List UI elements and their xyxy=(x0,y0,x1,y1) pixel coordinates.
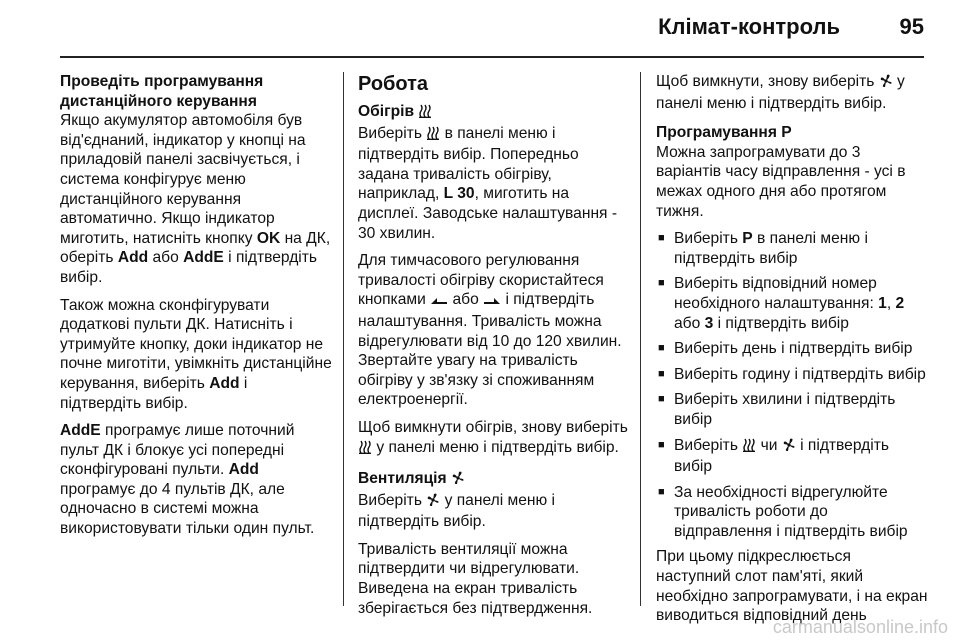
column-divider xyxy=(343,72,344,606)
paragraph: Якщо акумулятор автомобіля був від'єднаний, індикатор у кнопці на приладовій панелі засвічується, і система конфігурує меню дистанційного керування автоматично. Якщо індикатор миготить, натисніть кнопку OK на ДК, оберіть Add або AddE і підтвердіть вибір. xyxy=(60,112,331,286)
paragraph: Можна запрограмувати до 3 варіантів часу відправлення - усі в межах одного дня або протягом тижня. xyxy=(656,143,906,220)
column-3 xyxy=(656,72,928,634)
section-title: Робота xyxy=(358,73,429,95)
list-item: ■ За необхідності відрегулюйте тривалість роботи до відправлення і підтвердіть вибір xyxy=(656,483,928,542)
header-divider xyxy=(60,56,924,58)
list-item: ■ Виберіть день і підтвердіть вибір xyxy=(656,339,928,359)
steps-list xyxy=(656,229,928,541)
column-divider xyxy=(640,72,641,606)
heating-icon xyxy=(418,104,432,124)
paragraph: Тривалість вентиляції можна підтвердити чи відрегулювати. Виведена на екран тривалість зберігається без підтвердження. xyxy=(358,540,593,617)
column-1 xyxy=(60,72,332,547)
ventilation-heading: Вентиляція xyxy=(358,469,630,491)
fan-icon xyxy=(782,438,796,458)
list-item: ■ Виберіть P в панелі меню і підтвердіть вибір xyxy=(656,229,928,268)
column-2 xyxy=(358,72,630,626)
page-number: 95 xyxy=(899,14,924,39)
paragraph: При цьому підкреслюється наступний слот пам'яті, який необхідно запрограмувати, і на екран виводиться відповідний день xyxy=(656,548,928,625)
section-heading: Проведіть програмування дистанційного керування xyxy=(60,73,264,110)
paragraph: Щоб вимкнути, знову виберіть у панелі меню і підтвердіть вибір. xyxy=(656,73,905,112)
heating-icon xyxy=(426,126,440,146)
watermark: carmanualsonline.info xyxy=(772,617,948,637)
paragraph: Також можна сконфігурувати додаткові пульти ДК. Натисніть і утримуйте кнопку, доки індикатор не почне миготіти, увімкніть дистанційне керування, виберіть Add і підтвердіть вибір. xyxy=(60,296,332,412)
list-item: ■ Виберіть хвилини і підтвердіть вибір xyxy=(656,390,928,429)
fan-icon xyxy=(879,74,893,94)
page-header xyxy=(0,0,960,48)
paragraph: Для тимчасового регулювання тривалості обігріву скористайтеся кнопками або і підтвердіть налаштування. Тривалість можна відрегулювати від 10 до 120 хвилин. Звертайте увагу на тривалість обігріву у зв'язку зі споживанням електроенергії. xyxy=(358,252,622,409)
arrow-right-icon xyxy=(483,292,501,312)
arrow-left-icon xyxy=(430,292,448,312)
heating-icon xyxy=(358,440,372,460)
heating-icon xyxy=(742,438,756,458)
paragraph: Виберіть у панелі меню і підтвердіть вибір. xyxy=(358,491,556,531)
list-item: ■ Виберіть чи і підтвердіть вибір xyxy=(656,436,928,477)
list-item: ■ Виберіть годину і підтвердіть вибір xyxy=(656,365,928,385)
paragraph: Виберіть в панелі меню і підтвердіть вибір. Попередньо задана тривалість обігріву, наприклад, L 30, миготить на дисплеї. Заводське налаштування - 30 хвилин. xyxy=(358,124,618,242)
page-title: Клімат-контроль xyxy=(658,14,840,39)
paragraph: Щоб вимкнути обігрів, знову виберіть у панелі меню і підтвердіть вибір. xyxy=(358,418,630,459)
heating-heading: Обігрів xyxy=(358,102,630,124)
programming-heading: Програмування P xyxy=(656,124,792,142)
paragraph: AddE програмує лише поточний пульт ДК і блокує усі попередні сконфігуровані пульти. Add програмує до 4 пультів ДК, але одночасно в системі можна використовувати тільки один пульт. xyxy=(60,422,315,538)
fan-icon xyxy=(451,471,465,491)
list-item: ■ Виберіть відповідний номер необхідного налаштування: 1, 2 або 3 і підтвердіть вибір xyxy=(656,274,928,333)
fan-icon xyxy=(426,493,440,513)
